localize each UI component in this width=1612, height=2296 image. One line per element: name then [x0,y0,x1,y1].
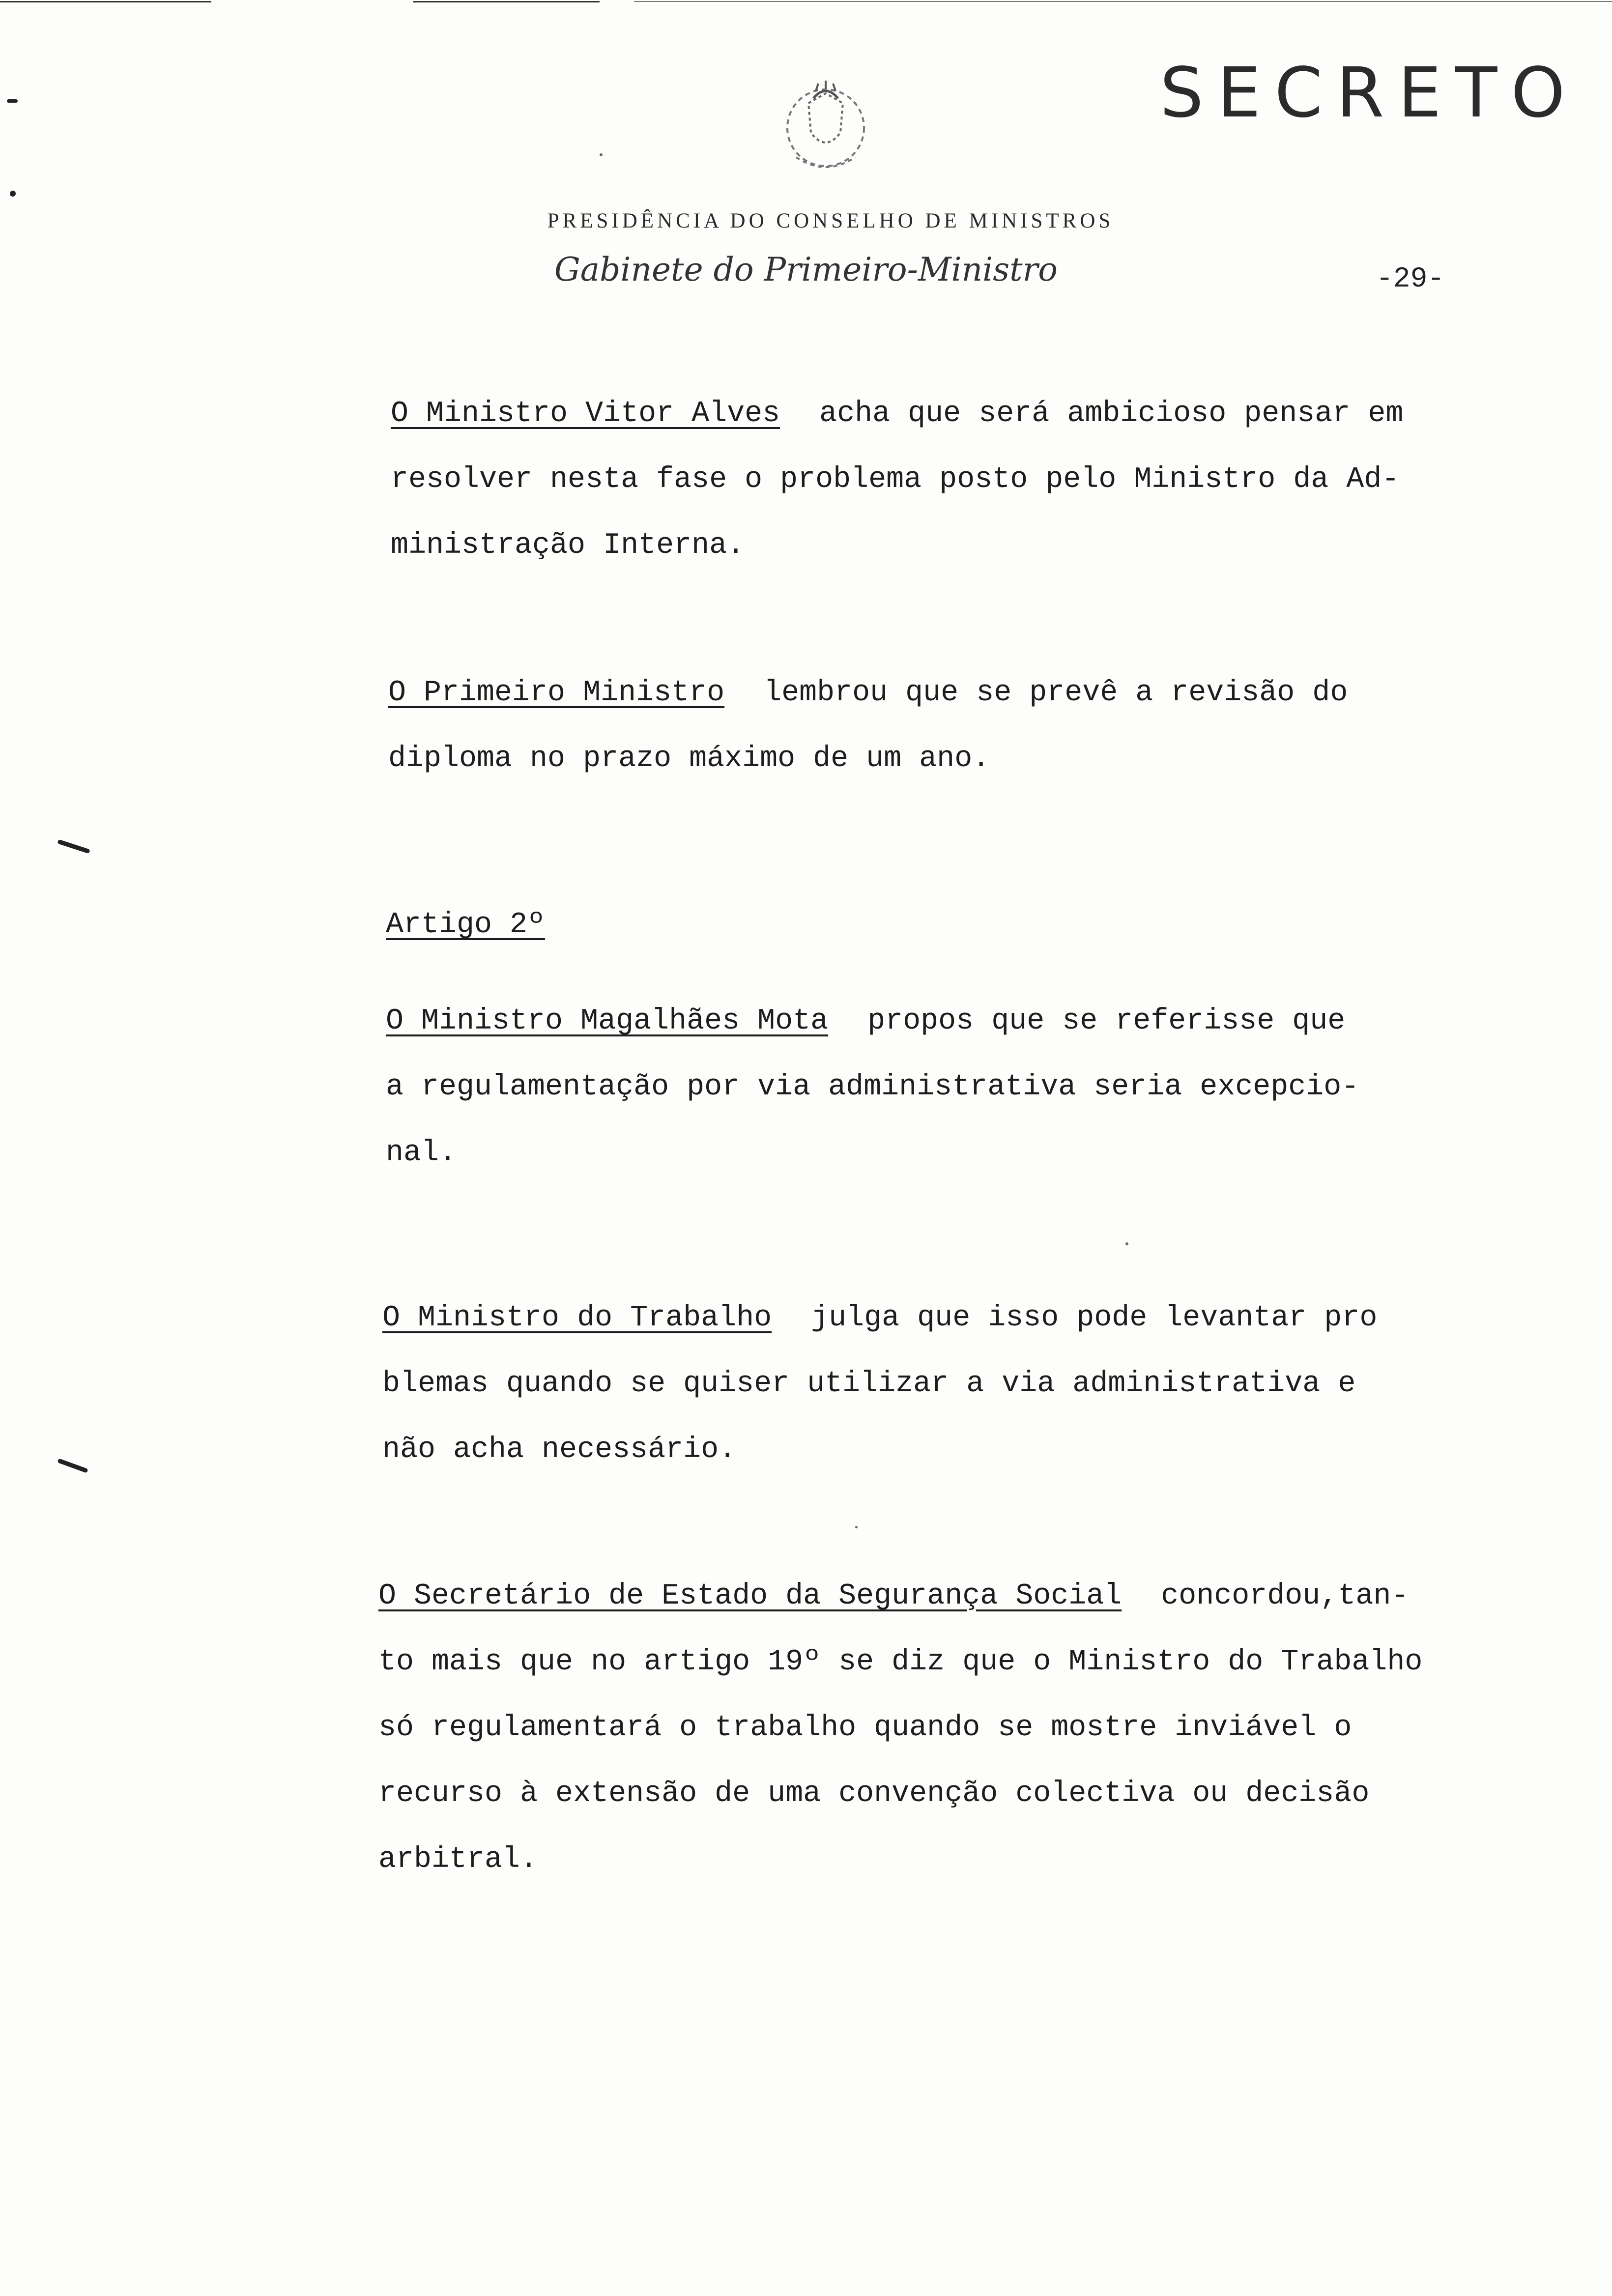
text-line: O Primeiro Ministro lembrou que se prevê a revisão do [388,676,1348,710]
text-line: nal. [386,1136,457,1170]
paragraph-vitor-alves [391,399,1403,597]
text-line: recurso à extensão de uma convenção colectiva ou decisão [378,1777,1370,1810]
text-line: to mais que no artigo 19º se diz que o Ministro do Trabalho [378,1645,1423,1679]
article-heading [386,910,545,976]
text-line: O Ministro do Trabalho julga que isso pode levantar pro [382,1301,1378,1335]
text-line: O Secretário de Estado da Segurança Social concordou,tan- [378,1579,1409,1613]
speaker-name: O Ministro Magalhães Mota [386,1004,829,1038]
paragraph-primeiro-ministro [388,678,1348,810]
scan-mark [10,191,16,197]
speck [855,1526,858,1528]
scan-mark [57,839,90,854]
secret-stamp: SECRETO [1160,53,1579,133]
speaker-name: O Secretário de Estado da Segurança Social [378,1579,1122,1613]
speck [1125,1242,1128,1245]
scan-mark [57,1458,88,1473]
text-line: ministração Interna. [391,529,745,562]
speaker-name: O Primeiro Ministro [388,676,725,710]
paragraph-ministro-trabalho [382,1303,1377,1501]
page-number: -29- [1376,263,1445,295]
institution-header: PRESIDÊNCIA DO CONSELHO DE MINISTROS [547,209,1114,232]
text-line: blemas quando se quiser utilizar a via administrativa e [382,1367,1356,1401]
speaker-name: O Ministro do Trabalho [382,1301,772,1335]
paragraph-magalhaes-mota [386,1006,1359,1204]
text-line: O Ministro Vitor Alves acha que será ambicioso pensar em [391,397,1404,430]
text-line: só regulamentará o trabalho quando se mostre inviável o [378,1711,1352,1745]
page-top-edge [0,0,1612,5]
speck [600,153,603,156]
coat-of-arms-emblem [767,74,885,192]
text-line: O Ministro Magalhães Mota propos que se referisse que [386,1004,1346,1038]
speaker-name: O Ministro Vitor Alves [391,397,780,430]
text-line: não acha necessário. [382,1433,737,1466]
scan-mark [7,99,18,103]
text-line: arbitral. [378,1843,538,1876]
heading-text: Artigo 2º [386,908,546,942]
paragraph-secretario-estado [378,1581,1422,1911]
text-line: diploma no prazo máximo de um ano. [388,742,990,775]
text-line: resolver nesta fase o problema posto pelo Ministro da Ad- [391,463,1400,496]
text-line: a regulamentação por via administrativa seria excepcio- [386,1070,1359,1104]
